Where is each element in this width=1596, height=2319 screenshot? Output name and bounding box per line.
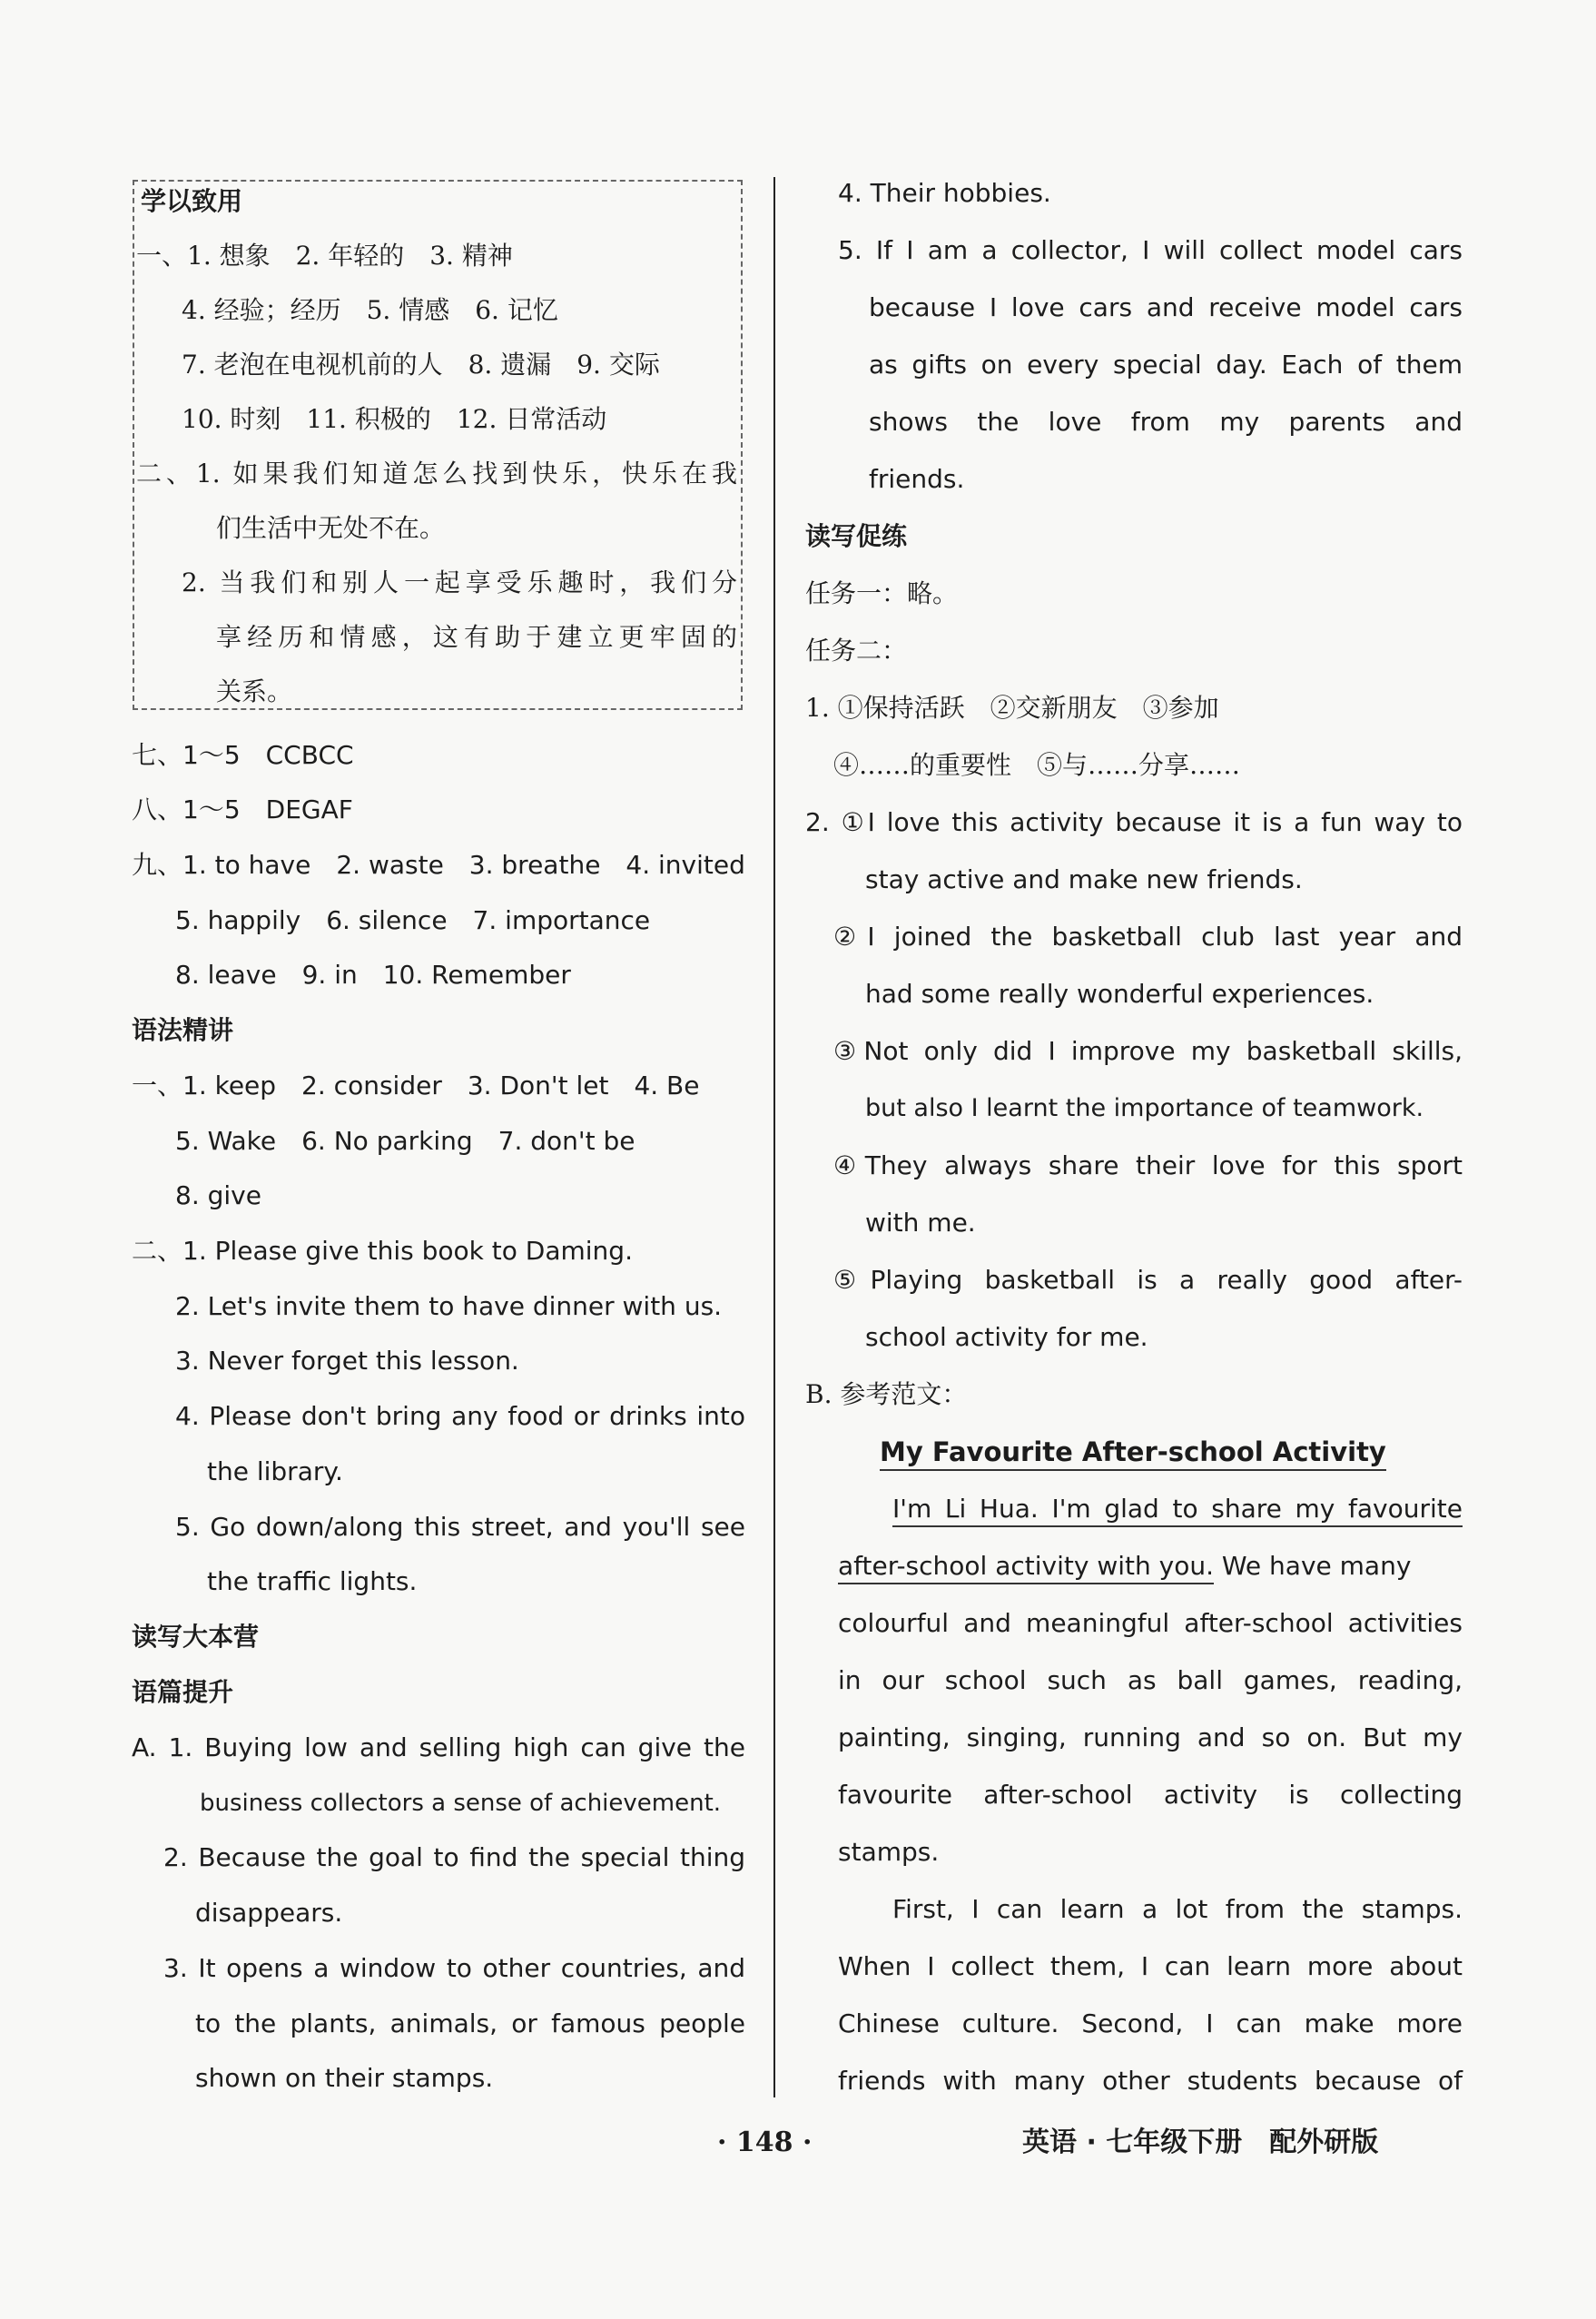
essay-line: favourite after-school activity is collecting [838, 1780, 1463, 1810]
essay-title: My Favourite After-school Activity [880, 1434, 1386, 1470]
answer-line: 一、1. keep 2. consider 3. Don't let 4. Be [132, 1071, 700, 1100]
answer-line: 八、1～5 DEGAF [132, 794, 353, 824]
section-heading: 读写大本营 [132, 1622, 260, 1652]
essay-line: friends with many other students because of [838, 2066, 1463, 2096]
answer-line: shows the love from my parents and [869, 407, 1463, 437]
essay-line: When I collect them, I can learn more about [838, 1951, 1463, 1981]
essay-line: First, I can learn a lot from the stamps. [892, 1894, 1463, 1924]
answer-line: 2. 当我们和别人一起享受乐趣时，我们分 [182, 567, 737, 597]
answer-line: 8. leave 9. in 10. Remember [175, 960, 571, 990]
essay-line: in our school such as ball games, reading, [838, 1665, 1463, 1695]
answer-line: 们生活中无处不在。 [216, 513, 446, 543]
answer-line: 10. 时刻 11. 积极的 12. 日常活动 [182, 404, 607, 434]
answer-line: but also I learnt the importance of teamwork. [865, 1094, 1424, 1122]
answer-line: 1. ①保持活跃 ②交新朋友 ③参加 [805, 693, 1219, 723]
answer-line: 5. Wake 6. No parking 7. don't be [175, 1126, 635, 1156]
column-divider [773, 177, 775, 2097]
answer-line: ④……的重要性 ⑤与……分享…… [833, 750, 1241, 780]
section-heading: 语篇提升 [132, 1677, 234, 1707]
answer-line: 2. Let's invite them to have dinner with us. [175, 1291, 723, 1321]
section-heading: 语法精讲 [132, 1015, 234, 1045]
answer-line: ④They always share their love for this sport [833, 1150, 1463, 1180]
answer-line: 3. It opens a window to other countries, and [163, 1953, 745, 1983]
answer-line: 5. happily 6. silence 7. importance [175, 905, 651, 935]
answer-line: 七、1～5 CCBCC [132, 740, 354, 770]
answer-line: 7. 老泡在电视机前的人 8. 遗漏 9. 交际 [182, 350, 660, 380]
essay-line: I'm Li Hua. I'm glad to share my favourite [892, 1491, 1463, 1527]
section-heading: 读写促练 [805, 521, 908, 551]
answer-line: 一、1. 想象 2. 年轻的 3. 精神 [136, 241, 513, 271]
book-info: 英语 · 七年级下册 配外研版 [1022, 2127, 1379, 2158]
answer-line: 2. Because the goal to find the special thing [163, 1842, 745, 1872]
answer-line: had some really wonderful experiences. [865, 979, 1374, 1009]
answer-line: stay active and make new friends. [865, 864, 1303, 894]
answer-line: 5. If I am a collector, I will collect model cars [838, 235, 1463, 265]
answer-line: ②I joined the basketball club last year and [833, 922, 1463, 952]
answer-line: 九、1. to have 2. waste 3. breathe 4. invited [132, 850, 745, 880]
page-number: · 148 · [717, 2127, 813, 2158]
essay-line: colourful and meaningful after-school activities [838, 1608, 1463, 1638]
answer-line: 4. 经验；经历 5. 情感 6. 记忆 [182, 295, 558, 325]
answer-line: B. 参考范文： [805, 1379, 968, 1409]
answer-line: 任务二： [805, 636, 908, 666]
answer-line: ③Not only did I improve my basketball skills, [833, 1036, 1463, 1066]
essay-line: after-school activity with you. We have many [838, 1548, 1411, 1584]
answer-line: 二、1. Please give this book to Daming. [132, 1236, 633, 1266]
answer-line: the library. [207, 1456, 343, 1486]
answer-line: 任务一：略。 [805, 578, 959, 608]
answer-line: ⑤Playing basketball is a really good after- [833, 1265, 1463, 1295]
answer-line: business collectors a sense of achievement. [200, 1790, 722, 1817]
essay-line: Chinese culture. Second, I can make more [838, 2008, 1463, 2038]
answer-line: 3. Never forget this lesson. [175, 1346, 519, 1376]
essay-line: painting, singing, running and so on. But my [838, 1722, 1463, 1752]
answer-line: 二、1. 如果我们知道怎么找到快乐，快乐在我 [136, 459, 737, 488]
answer-line: to the plants, animals, or famous people [195, 2008, 745, 2038]
answer-line: friends. [869, 464, 965, 494]
answer-line: 4. Please don't bring any food or drinks into [175, 1401, 745, 1431]
answer-line: with me. [865, 1208, 976, 1238]
answer-line: 2. ①I love this activity because it is a fun way to [805, 807, 1463, 837]
answer-line: 4. Their hobbies. [838, 178, 1051, 208]
answer-line: disappears. [195, 1898, 343, 1928]
essay-line: stamps. [838, 1837, 940, 1867]
answer-line: as gifts on every special day. Each of them [869, 350, 1463, 380]
answer-line: school activity for me. [865, 1322, 1148, 1352]
section-heading: 学以致用 [141, 186, 243, 216]
answer-line: A. 1. Buying low and selling high can give the [132, 1732, 745, 1762]
answer-line: 8. give [175, 1180, 261, 1210]
answer-line: shown on their stamps. [195, 2063, 494, 2093]
answer-line: the traffic lights. [207, 1566, 418, 1596]
answer-line: because I love cars and receive model cars [869, 292, 1463, 322]
answer-line: 关系。 [216, 676, 293, 706]
answer-line: 5. Go down/along this street, and you'll see [175, 1512, 745, 1542]
answer-line: 享经历和情感，这有助于建立更牢固的 [216, 622, 737, 652]
